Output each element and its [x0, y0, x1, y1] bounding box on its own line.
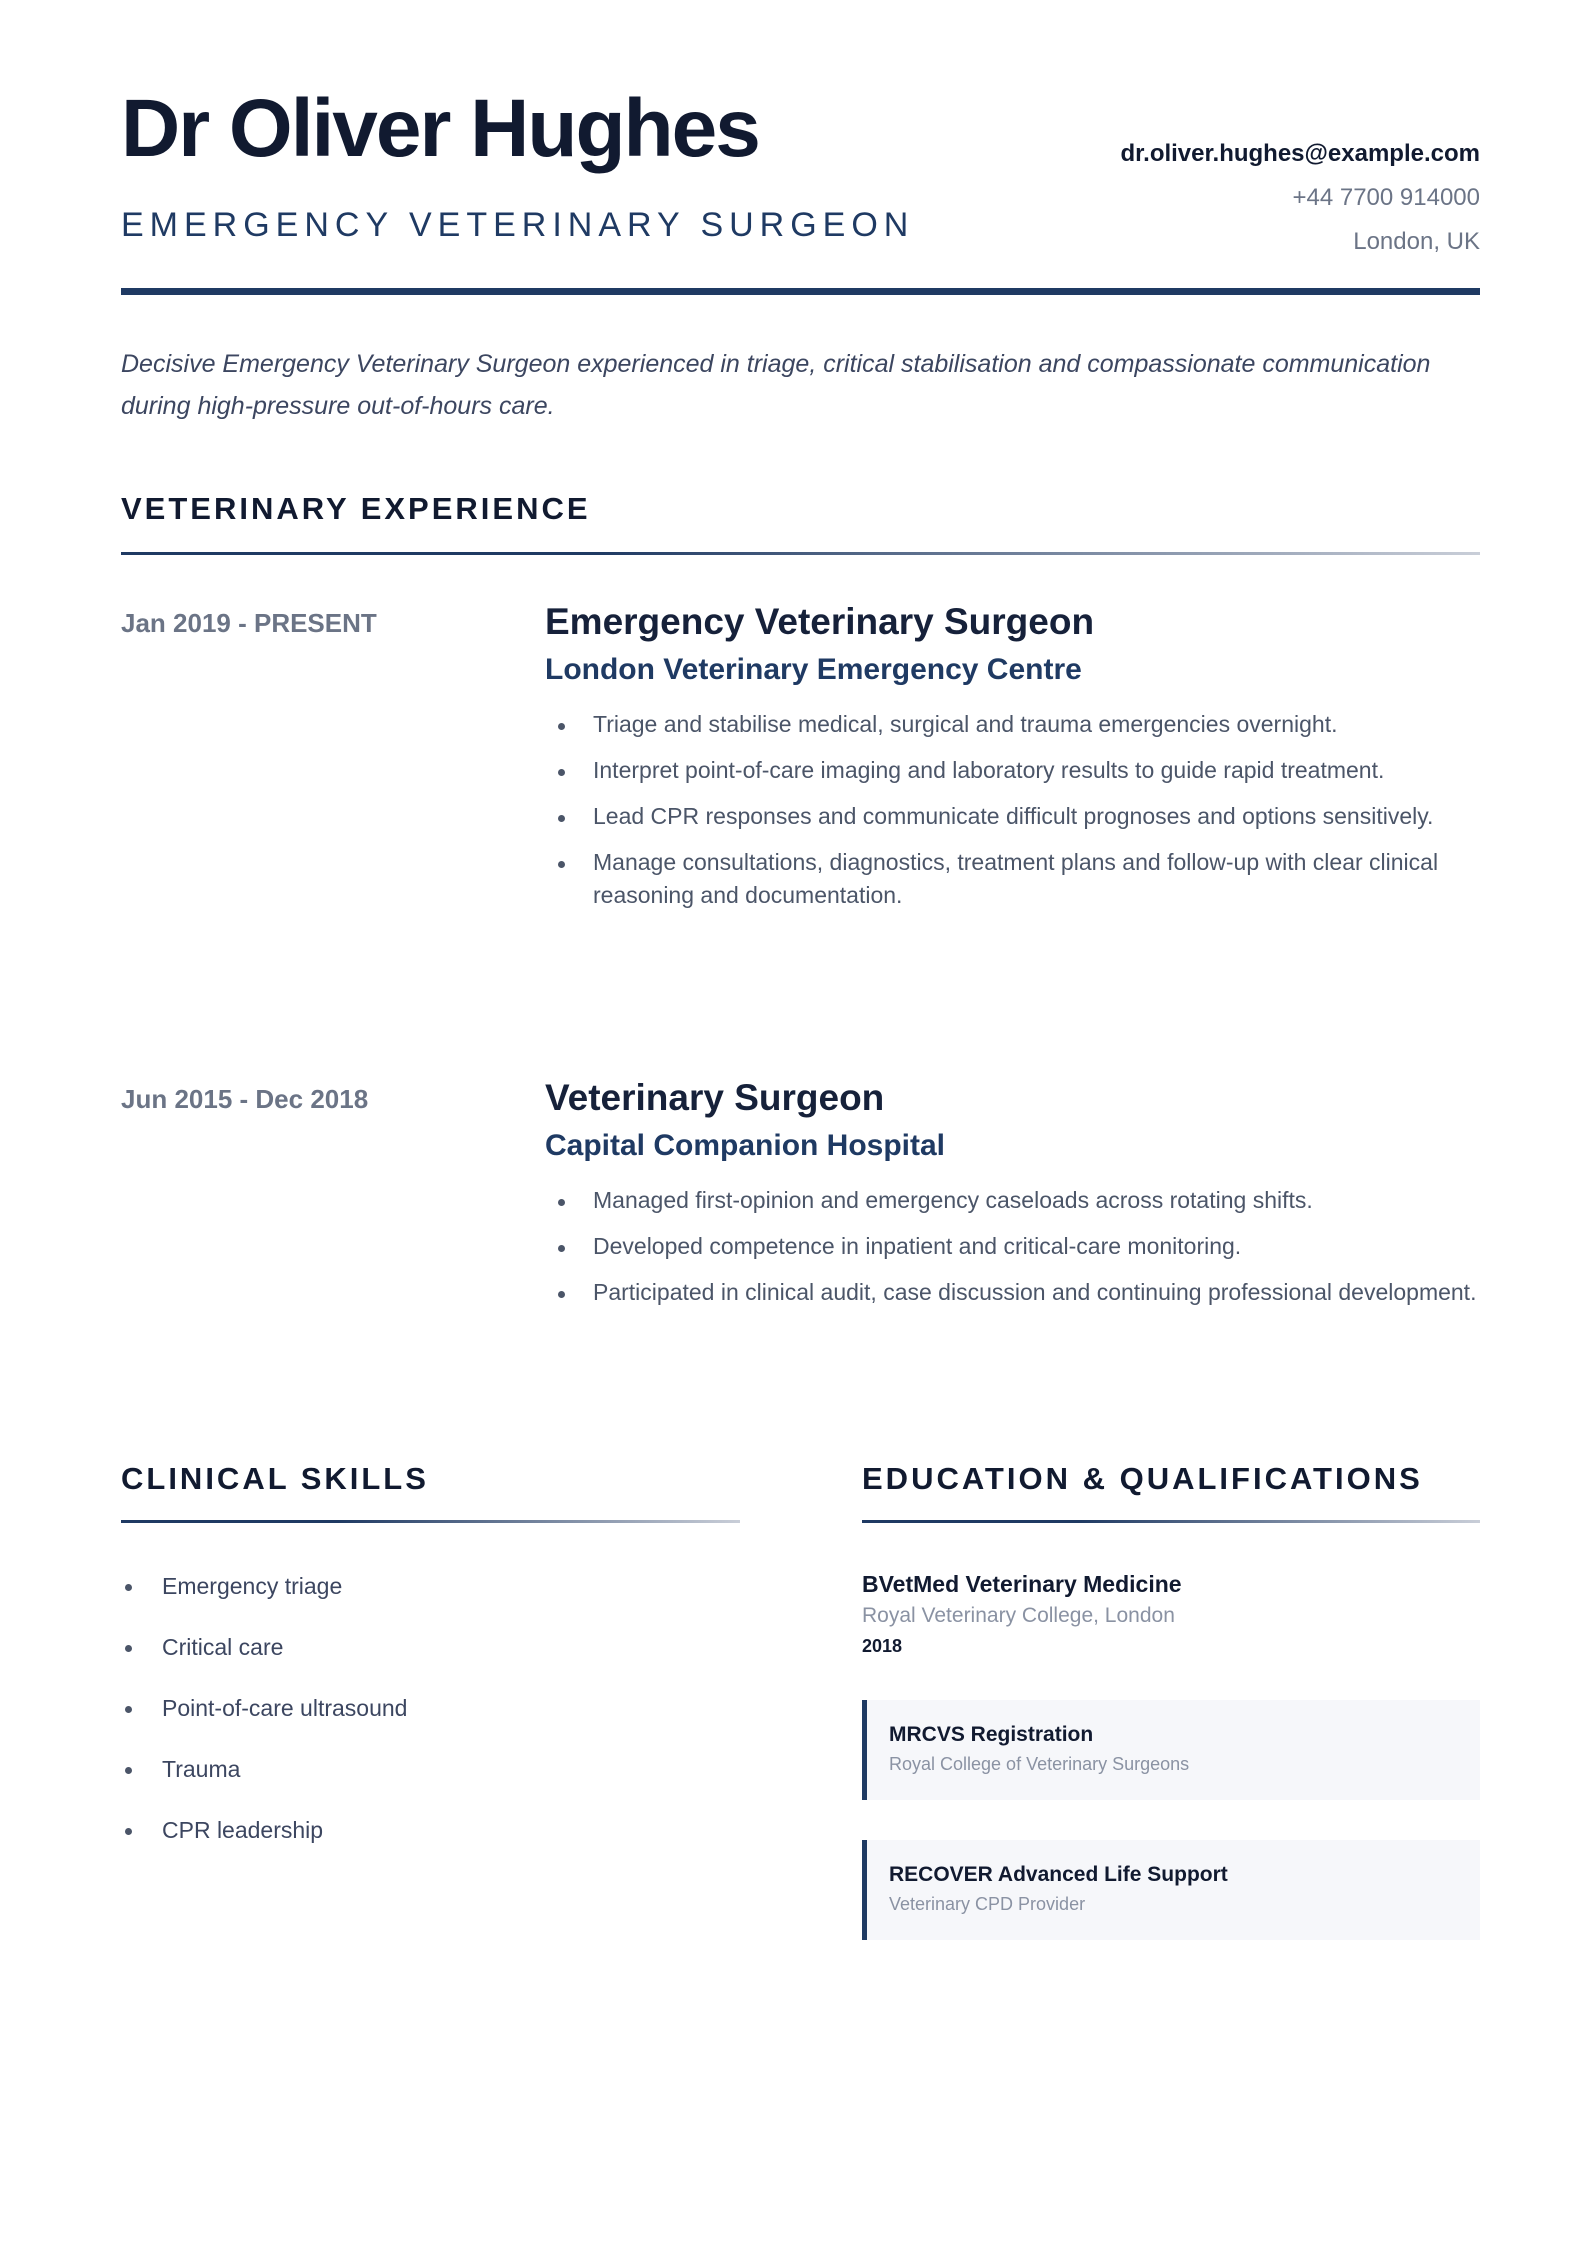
job-bullet: Managed first-opinion and emergency caseloads across rotating shifts.	[545, 1184, 1480, 1217]
skill-item: Emergency triage	[121, 1570, 741, 1602]
job-entry-1	[121, 600, 1480, 1020]
job-responsibilities	[545, 708, 1480, 912]
job-dates: Jan 2019 - PRESENT	[121, 608, 377, 638]
job-bullet: Lead CPR responses and communicate difficult prognoses and options sensitively.	[545, 800, 1480, 833]
skill-item: Critical care	[121, 1631, 741, 1663]
contact-location: London, UK	[1353, 228, 1480, 255]
contact-email[interactable]: dr.oliver.hughes@example.com	[1120, 140, 1480, 167]
job-role: Emergency Veterinary Surgeon	[545, 601, 1095, 642]
degree-name: BVetMed Veterinary Medicine	[862, 1571, 1182, 1597]
job-dates: Jun 2015 - Dec 2018	[121, 1084, 369, 1114]
job-bullet: Interpret point-of-care imaging and laboratory results to guide rapid treatment.	[545, 754, 1480, 787]
job-entry-2	[121, 1076, 1480, 1376]
job-responsibilities	[545, 1184, 1480, 1309]
job-role: Veterinary Surgeon	[545, 1077, 885, 1118]
experience-divider	[121, 552, 1480, 555]
candidate-name: Dr Oliver Hughes	[121, 83, 759, 174]
header-divider	[121, 288, 1480, 295]
qualification-name: RECOVER Advanced Life Support	[889, 1863, 1228, 1886]
qualification-name: MRCVS Registration	[889, 1723, 1094, 1746]
degree-entry	[862, 1568, 1480, 1660]
skills-divider	[121, 1520, 740, 1523]
contact-phone: +44 7700 914000	[1292, 184, 1480, 211]
job-bullet: Participated in clinical audit, case discussion and continuing professional development.	[545, 1276, 1480, 1309]
job-bullet: Manage consultations, diagnostics, treatment plans and follow-up with clear clinical reasoning and documentation.	[545, 846, 1480, 912]
experience-heading: VETERINARY EXPERIENCE	[121, 491, 591, 526]
qualification-card	[862, 1700, 1480, 1800]
education-divider	[862, 1520, 1480, 1523]
job-bullet: Developed competence in inpatient and critical-care monitoring.	[545, 1230, 1480, 1263]
contact-block	[1120, 132, 1480, 264]
qualification-card	[862, 1840, 1480, 1940]
skill-item: Point-of-care ultrasound	[121, 1692, 741, 1724]
job-details	[545, 1076, 1480, 1322]
job-organisation: London Veterinary Emergency Centre	[545, 653, 1082, 686]
job-bullet: Triage and stabilise medical, surgical and trauma emergencies overnight.	[545, 708, 1480, 741]
degree-year: 2018	[862, 1636, 903, 1656]
skills-list	[121, 1570, 741, 1875]
skill-item: Trauma	[121, 1753, 741, 1785]
job-details	[545, 600, 1480, 925]
skill-item: CPR leadership	[121, 1814, 741, 1846]
qualification-provider: Royal College of Veterinary Surgeons	[889, 1754, 1190, 1774]
degree-institution: Royal Veterinary College, London	[862, 1604, 1175, 1627]
skills-heading: CLINICAL SKILLS	[121, 1461, 429, 1496]
job-organisation: Capital Companion Hospital	[545, 1129, 946, 1162]
candidate-title: EMERGENCY VETERINARY SURGEON	[121, 206, 915, 244]
qualification-provider: Veterinary CPD Provider	[889, 1894, 1086, 1914]
profile-summary: Decisive Emergency Veterinary Surgeon experienced in triage, critical stabilisation and compassionate communication during high-pressure out-of-hours care.	[121, 350, 1431, 420]
education-heading: EDUCATION & QUALIFICATIONS	[862, 1461, 1423, 1496]
